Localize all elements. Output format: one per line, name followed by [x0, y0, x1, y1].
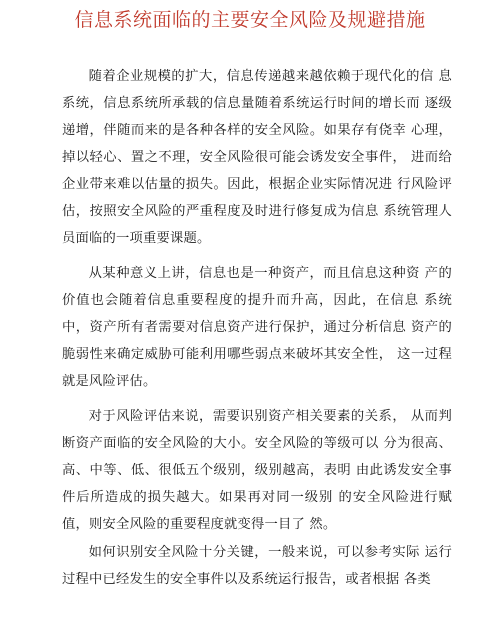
document-title: 信息系统面临的主要安全风险及规避措施 [74, 9, 426, 31]
paragraph: 随着企业规模的扩大，信息传递越来越依赖于现代化的信 息系统，信息系统所承载的信息量随着系统运行时间的增长而 逐级递增，伴随而来的是各种各样的安全风险。如果存有侥幸 心理，掉以轻心、置之不理，安全风险很可能会诱发安全事件， 进而给企业带来难以估量的损失。因此，根据企业实际情况进 行风险评估，按照安全风险的严重程度及时进行修复成为信息 系统管理人员面临的一项重要课题。 [62, 69, 452, 246]
paragraph: 如何识别安全风险十分关键，一般来说，可以参考实际 运行过程中已经发生的安全事件以及系统运行报告，或者根据 各类 [62, 545, 452, 587]
paragraph: 对于风险评估来说，需要识别资产相关要素的关系， 从而判断资产面临的安全风险的大小。安全风险的等级可以 分为很高、高、中等、低、很低五个级别，级别越高，表明 由此诱发安全事件后所造成的损失越大。如果再对同一级别 的安全风险进行赋值，则安全风险的重要程度就变得一目了 然。 [62, 409, 452, 532]
paragraph: 从某种意义上讲，信息也是一种资产，而且信息这种资 产的价值也会随着信息重要程度的提升而升高，因此，在信息 系统中，资产所有者需要对信息资产进行保护，通过分析信息 资产的脆弱性来确定威胁可能利用哪些弱点来破坏其安全性， 这一过程就是风险评估。 [62, 266, 452, 389]
